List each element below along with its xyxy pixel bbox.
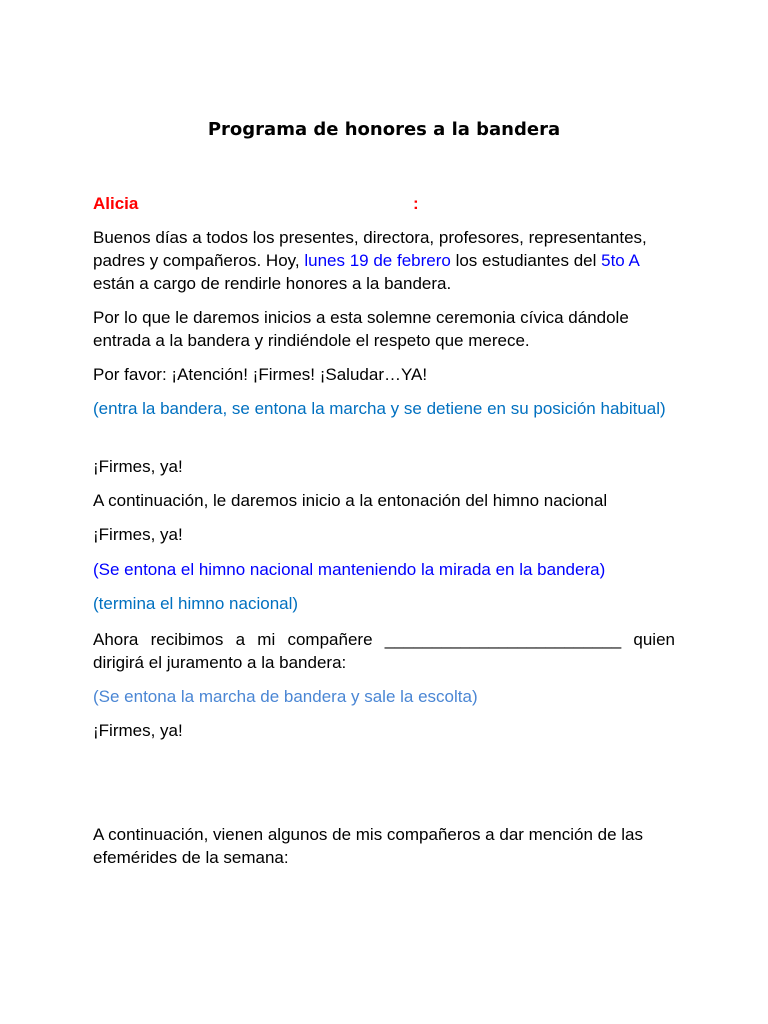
speaker-colon: :: [413, 194, 419, 213]
date-highlight: lunes 19 de febrero: [304, 251, 451, 270]
greeting-text-2: los estudiantes del: [450, 251, 602, 270]
opening-paragraph: Por lo que le daremos inicios a esta solemne ceremonia cívica dándole entrada a la bandera y rindiéndole el respeto que merece.: [93, 308, 629, 350]
anthem-intro: A continuación, le daremos inicio a la entonación del himno nacional: [93, 491, 608, 510]
greeting-text-3: están a cargo de rendirle honores a la bandera.: [93, 274, 452, 293]
oath-introduction: Ahora recibimos a mi compañere _________________________ quien dirigirá el juramento a la bandera:: [93, 630, 675, 672]
escort-exit-stage-direction: (Se entona la marcha de bandera y sale la escolta): [93, 687, 478, 706]
greeting-paragraph: [93, 226, 675, 295]
firmes-command-2: ¡Firmes, ya!: [93, 525, 183, 544]
anthem-stage-direction: (Se entona el himno nacional manteniendo la mirada en la bandera): [93, 560, 606, 579]
speaker-line: [93, 192, 675, 215]
speaker-name: Alicia: [93, 194, 139, 213]
attention-command: Por favor: ¡Atención! ¡Firmes! ¡Saludar…YA!: [93, 365, 428, 384]
grade-highlight: 5to A: [601, 251, 639, 270]
firmes-command-3: ¡Firmes, ya!: [93, 721, 183, 740]
greeting-text: Buenos días a todos los presentes, directora, profesores, representantes, padres y compañeros. Hoy,: [93, 228, 647, 270]
anthem-end-stage-direction: (termina el himno nacional): [93, 594, 299, 613]
document-title: Programa de honores a la bandera: [207, 119, 561, 140]
ephemerides-intro: A continuación, vienen algunos de mis compañeros a dar mención de las efemérides de la semana:: [93, 825, 644, 867]
firmes-command-1: ¡Firmes, ya!: [93, 457, 183, 476]
flag-entry-stage-direction: (entra la bandera, se entona la marcha y se detiene en su posición habitual): [93, 399, 666, 418]
